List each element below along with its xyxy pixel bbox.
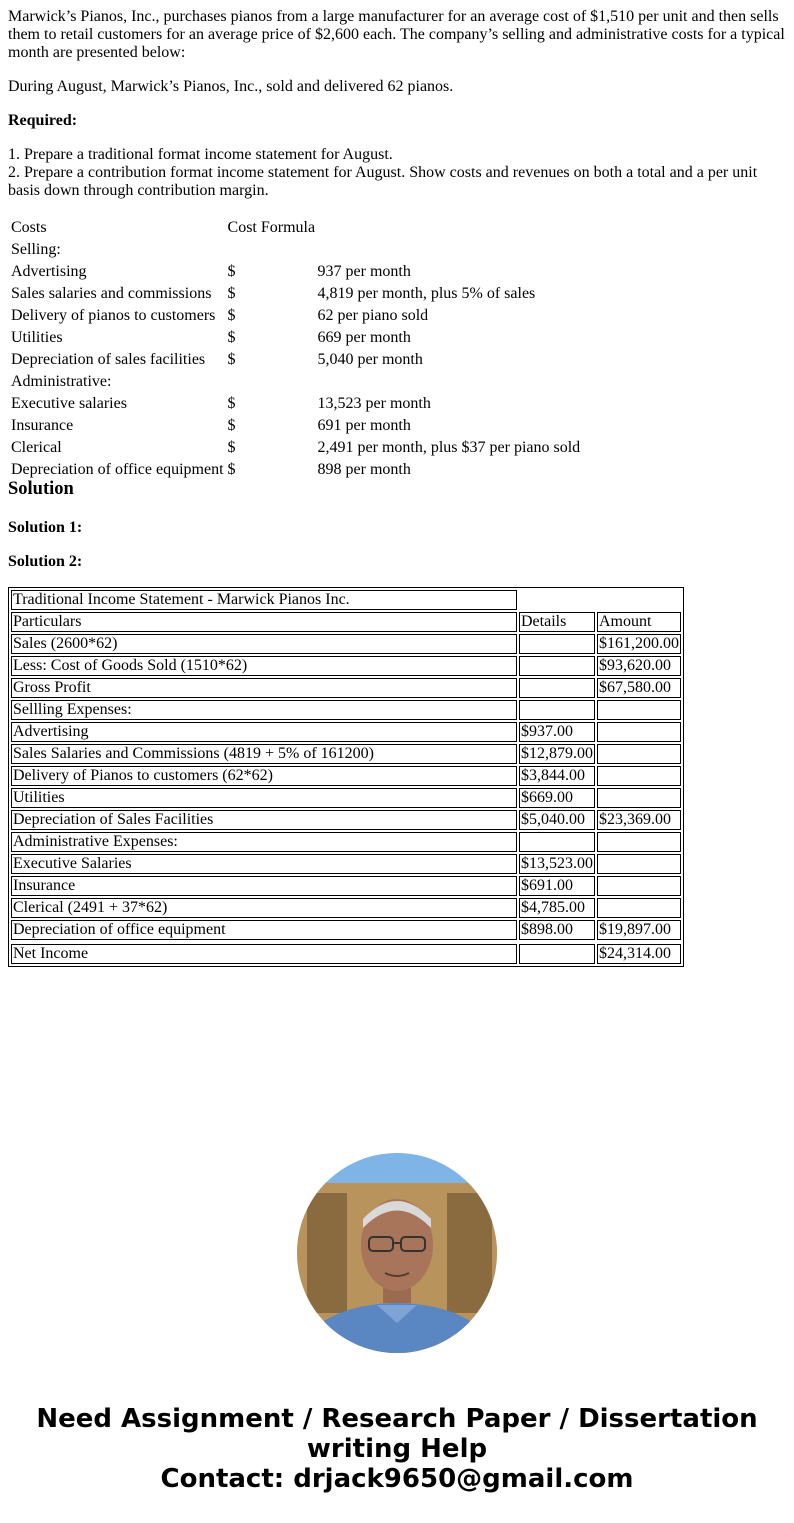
requirement-1: 1. Prepare a traditional format income statement for August.: [8, 146, 393, 163]
income-statement-table: [8, 587, 684, 967]
cost-row: Insurance $ 691 per month: [11, 417, 411, 434]
net-income-row: Net Income $24,314.00: [11, 944, 681, 964]
cost-row: Selling:: [11, 241, 61, 258]
table-row: Administrative Expenses:: [11, 832, 681, 852]
table-row: Less: Cost of Goods Sold (1510*62) $93,620.00: [11, 656, 681, 676]
cost-row: Delivery of pianos to customers $ 62 per piano sold: [11, 307, 429, 324]
person-photo-icon: [297, 1153, 497, 1353]
august-sales-text: During August, Marwick’s Pianos, Inc., sold and delivered 62 pianos.: [8, 78, 454, 95]
cost-row: Depreciation of office equipment $ 898 per month: [11, 461, 411, 478]
footer-contact: [0, 1404, 794, 1494]
solution-heading: Solution: [8, 479, 74, 499]
table-row: Advertising $937.00: [11, 722, 681, 742]
table-row: Sales (2600*62) $161,200.00: [13, 635, 679, 652]
table-row: Utilities $669.00: [11, 788, 681, 808]
cost-row: Administrative:: [11, 373, 112, 390]
required-heading: Required:: [8, 112, 78, 129]
cost-row: Sales salaries and commissions $ 4,819 per month, plus 5% of sales: [11, 285, 536, 302]
requirements-list: [8, 146, 788, 200]
avatar: [297, 1153, 497, 1353]
table-row: Executive Salaries $13,523.00: [11, 854, 681, 874]
cost-row: Depreciation of sales facilities $ 5,040 per month: [11, 351, 423, 368]
table-row: Sellling Expenses:: [11, 700, 681, 720]
footer-contact-email: Contact: drjack9650@gmail.com: [160, 1464, 634, 1494]
cost-row: Advertising $ 937 per month: [11, 263, 411, 280]
cost-row: Utilities $ 669 per month: [11, 329, 411, 346]
table-row: Insurance $691.00: [11, 876, 681, 896]
footer-line-2: writing Help: [306, 1434, 488, 1464]
cost-formula-table: [8, 216, 583, 482]
solution-1-heading: Solution 1:: [8, 519, 83, 536]
requirement-2: 2. Prepare a contribution format income statement for August. Show costs and revenues on both a total and a per unit basis down through contribution margin.: [8, 164, 758, 199]
cost-row: Executive salaries $ 13,523 per month: [11, 395, 431, 412]
income-statement-title-row: [11, 590, 681, 610]
footer-line-1: Need Assignment / Research Paper / Dissertation: [36, 1404, 758, 1434]
problem-intro: Marwick’s Pianos, Inc., purchases pianos from a large manufacturer for an average cost of $1,510 per unit and then sells them to retail customers for an average price of $2,600 each. The company’s selling and administrative costs for a typical month are presented below:: [8, 8, 785, 61]
solution-2-heading: Solution 2:: [8, 553, 83, 570]
cost-table-header: [10, 218, 581, 238]
income-statement-header: Particulars Details Amount: [11, 612, 681, 632]
header-costs: Costs: [11, 219, 47, 236]
table-row: Gross Profit $67,580.00: [11, 678, 681, 698]
table-row: Clerical (2491 + 37*62) $4,785.00: [11, 898, 681, 918]
table-row: Depreciation of Sales Facilities $5,040.00 $23,369.00: [11, 810, 681, 830]
table-row: Depreciation of office equipment $898.00 $19,897.00: [11, 920, 681, 940]
table-row: Delivery of Pianos to customers (62*62) $3,844.00: [11, 766, 681, 786]
income-statement-title: Traditional Income Statement - Marwick Pianos Inc.: [11, 590, 517, 610]
header-cost-formula: Cost Formula: [227, 219, 316, 236]
table-row: Sales Salaries and Commissions (4819 + 5% of 161200) $12,879.00: [11, 744, 681, 764]
cost-row: Clerical $ 2,491 per month, plus $37 per piano sold: [11, 439, 581, 456]
